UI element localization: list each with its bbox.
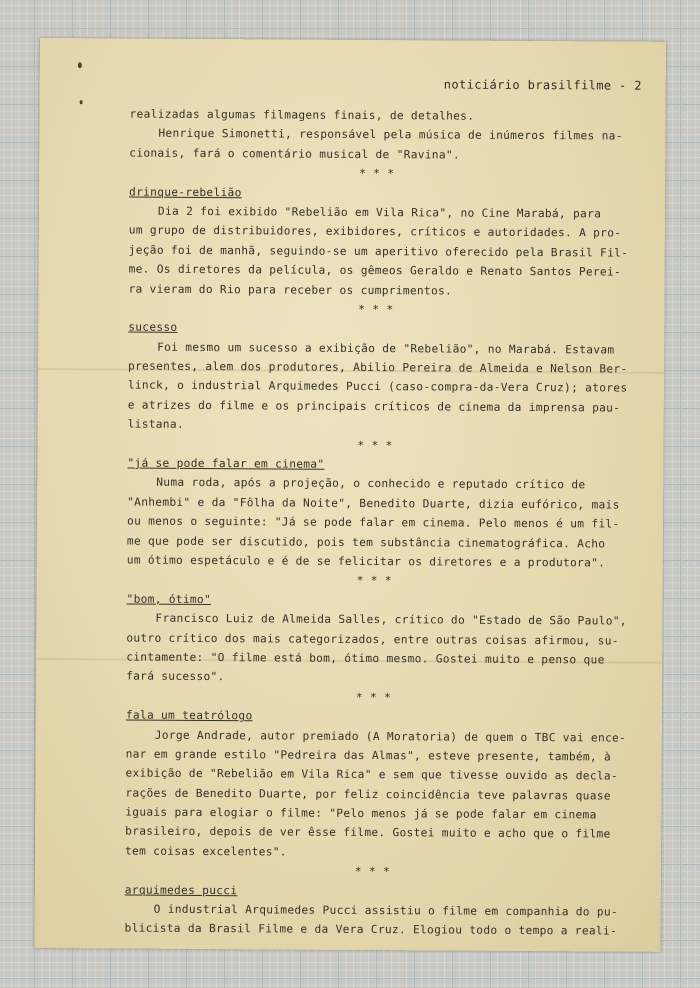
- text-line: um ótimo espetáculo e é de se felicitar os diretores e a produtora".: [126, 553, 606, 570]
- text-line: Foi mesmo um sucesso a exibição de "Rebelião", no Marabá. Estavam: [157, 340, 615, 357]
- text-line: iguais para elogiar o filme: "Pelo menos já se pode falar em cinema: [125, 805, 597, 822]
- text-line: ou menos o seguinte: "Já se pode falar em cinema. Pelo menos é um fil-: [127, 514, 620, 531]
- section-separator: * * *: [358, 302, 394, 317]
- section-separator: * * *: [357, 438, 393, 452]
- typewritten-page: [34, 38, 666, 952]
- text-line: outro crítico dos mais categorizados, entre outras coisas afirmou, su-: [126, 631, 619, 648]
- page-header: noticiário brasilfilme - 2: [443, 77, 643, 93]
- paper-mark: [78, 62, 82, 68]
- section-separator: * * *: [354, 865, 391, 879]
- text-line: presentes, alem dos produtores, Abilio Pereira de Almeida e Nelson Ber-: [127, 359, 628, 376]
- section-title-drinque: drinque-rebelião: [129, 185, 242, 199]
- section-separator: * * *: [356, 574, 392, 588]
- text-line: nar em grande estilo "Pedreira das Almas", esteve presente, também, à: [125, 747, 612, 764]
- text-line: jeção foi de manhã, seguindo-se um aperitivo oferecido pela Brasil Fil-: [128, 243, 629, 260]
- text-line: um grupo de distribuidores, exibidores, críticos e autoridades. A pro-: [128, 223, 622, 240]
- text-line: O industrial Arquimedes Pucci assistiu o filme em companhia do pu-: [153, 902, 619, 919]
- paper-mark: [80, 100, 83, 104]
- section-title-teatrologo: fala um teatrólogo: [125, 708, 253, 723]
- text-line: linck, o industrial Arquimedes Pucci (caso-compra-da-Vera Cruz); atores: [127, 379, 628, 396]
- page-body: [125, 105, 665, 942]
- text-line: Francisco Luiz de Almeida Salles, crítico do "Estado de São Paulo",: [155, 611, 627, 628]
- section-title-sucesso: sucesso: [128, 320, 178, 335]
- section-title-pucci: arquimedes pucci: [124, 883, 238, 897]
- section-title-bom: "bom, ótimo": [126, 592, 212, 606]
- text-line: me que pode ser discutido, pois tem substância cinematográfica. Acho: [126, 534, 606, 551]
- text-line: Numa roda, após a projeção, o conhecido e reputado crítico de: [156, 476, 586, 492]
- text-line: Henrique Simonetti, responsável pela música de inúmeros filmes na-: [158, 127, 623, 143]
- text-line: e atrizes do filme e os principais críticos de cinema da imprensa pau-: [127, 398, 621, 415]
- section-title-cinema: "já se pode falar em cinema": [127, 456, 325, 471]
- text-line: Dia 2 foi exibido "Rebelião em Vila Rica", no Cine Marabá, para: [157, 204, 602, 221]
- text-line: realizadas algumas filmagens finais, de detalhes.: [129, 107, 475, 123]
- text-line: me. Os diretores da película, os gêmeos Geraldo e Renato Santos Perei-: [128, 262, 622, 279]
- text-line: Jorge Andrade, autor premiado (A Moratoria) de quem o TBC vai ence-: [154, 728, 627, 745]
- text-line: fará sucesso".: [126, 669, 225, 684]
- text-line: blicista da Brasil Filme e da Vera Cruz. Elogiou todo o tempo a reali-: [124, 921, 618, 938]
- text-line: cionais, fará o comentário musical de "Ravina".: [129, 146, 461, 162]
- text-line: listana.: [127, 417, 184, 432]
- text-line: tem coisas excelentes".: [124, 844, 287, 859]
- text-line: rações de Benedito Duarte, por feliz coincidência teve palavras quase: [125, 786, 611, 803]
- text-line: ra vieram do Rio para receber os cumprimentos.: [128, 282, 453, 298]
- text-line: brasileiro, depois de ver êsse filme. Gostei muito e acho que o filme: [125, 824, 611, 841]
- section-separator: * * *: [359, 167, 395, 181]
- section-separator: * * *: [355, 690, 392, 704]
- text-line: "Anhembi" e da "Fôlha da Noite", Benedito Duarte, dizia eufórico, mais: [127, 495, 620, 512]
- text-line: exibição de "Rebelião em Vila Rica" e sem que tivesse ouvido as decla-: [125, 766, 619, 783]
- text-line: cintamente: "O filme está bom, ótimo mesmo. Gostei muito e penso que: [126, 650, 605, 667]
